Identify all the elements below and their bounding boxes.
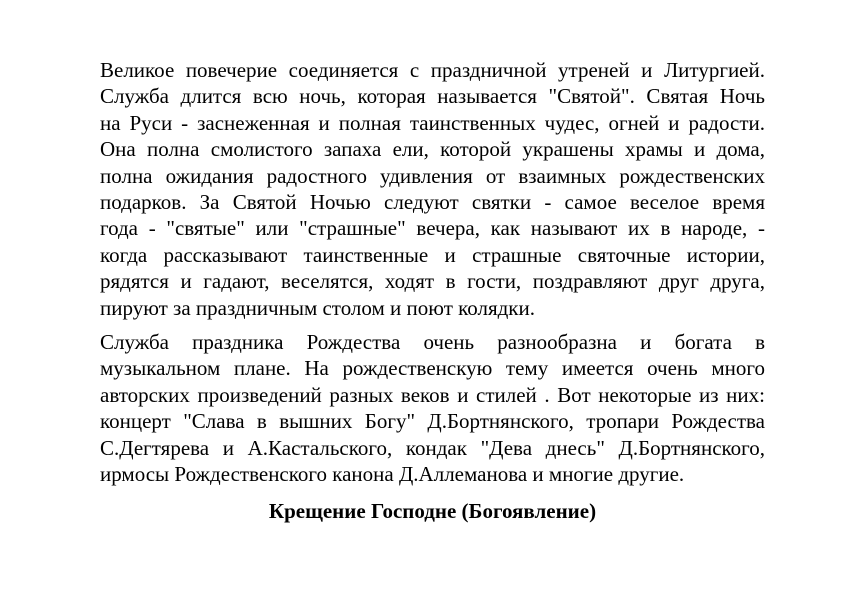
text-line: Служба длится всю ночь, которая называется "Святой". Святая Ночь	[100, 84, 765, 109]
section-heading: Крещение Господне (Богоявление)	[268, 498, 597, 523]
paragraph-christmas-music	[100, 329, 765, 487]
text-line: подарков. За Святой Ночью следуют святки - самое веселое время	[100, 190, 765, 215]
text-line: года - "святые" или "страшные" вечера, как называют их в народе, -	[100, 216, 765, 241]
text-line: музыкальном плане. На рождественскую тему имеется очень много	[100, 356, 765, 381]
text-line: авторских произведений разных веков и стилей . Вот некоторые из них:	[100, 382, 765, 407]
text-line: пируют за праздничным столом и поют колядки.	[100, 295, 535, 320]
text-line: рядятся и гадают, веселятся, ходят в гости, поздравляют друг друга,	[100, 269, 765, 294]
text-line: полна ожидания радостного удивления от взаимных рождественских	[100, 163, 765, 188]
document-body	[100, 57, 765, 524]
text-line: Служба праздника Рождества очень разнообразна и богата в	[100, 330, 765, 355]
text-line: С.Дегтярева и А.Кастальского, кондак "Дева днесь" Д.Бортнянского,	[100, 435, 765, 460]
text-line: Она полна смолистого запаха ели, которой украшены храмы и дома,	[100, 137, 765, 162]
text-line: ирмосы Рождественского канона Д.Аллеманова и многие другие.	[100, 462, 685, 487]
text-line: когда рассказывают таинственные и страшные святочные истории,	[100, 242, 765, 267]
text-line: Великое повечерие соединяется с праздничной утреней и Литургией.	[100, 58, 765, 82]
text-line: на Руси - заснеженная и полная таинственных чудес, огней и радости.	[100, 110, 765, 135]
text-line: концерт "Слава в вышних Богу" Д.Бортнянского, тропари Рождества	[100, 409, 765, 434]
paragraph-christmas-night	[100, 57, 765, 321]
